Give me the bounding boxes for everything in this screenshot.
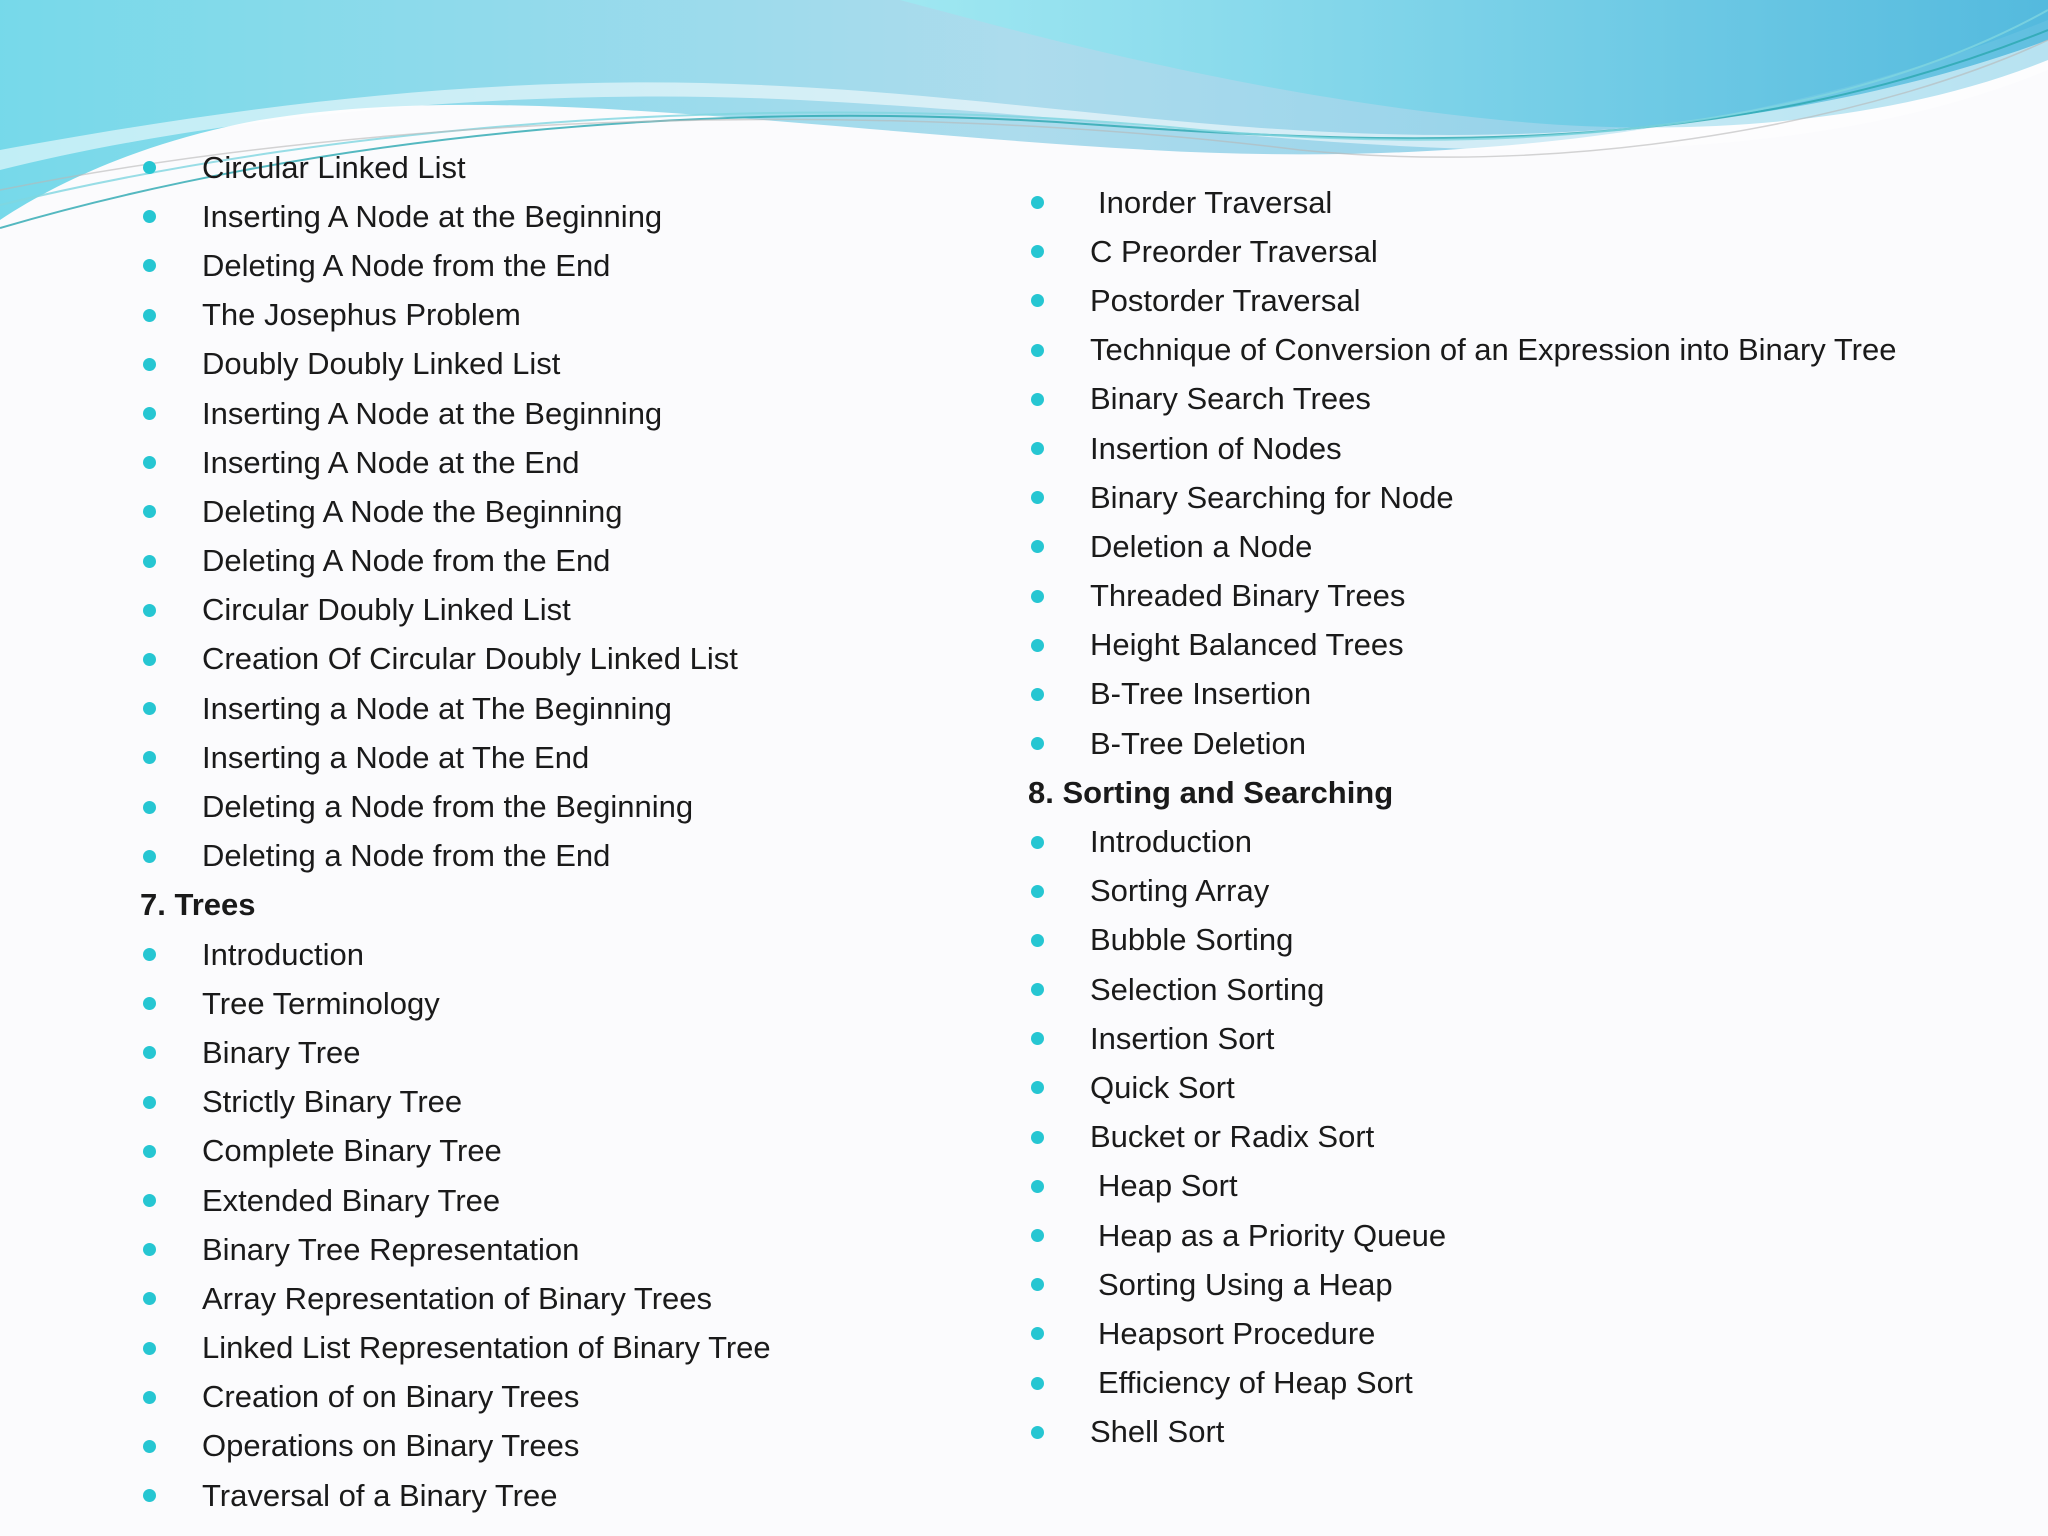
bullet-icon (143, 1489, 156, 1502)
list-item (1028, 473, 1896, 522)
bullet-icon (143, 407, 156, 420)
bullet-icon (1031, 1278, 1044, 1291)
bullet-icon (143, 1342, 156, 1355)
bullet-icon (1031, 983, 1044, 996)
list-item (1028, 1309, 1896, 1358)
bullet-icon (143, 1145, 156, 1158)
list-item (140, 1422, 771, 1471)
list-item (1028, 965, 1896, 1014)
list-item (1028, 227, 1896, 276)
list-item-label: Heap as a Priority Queue (1098, 1217, 1447, 1253)
list-item-label: Inserting A Node at the End (202, 444, 580, 480)
list-item-label: Bubble Sorting (1090, 922, 1294, 958)
list-item-label: Linked List Representation of Binary Tree (202, 1330, 771, 1366)
bullet-icon (143, 358, 156, 371)
list-item (1028, 621, 1896, 670)
list-item-label: Sorting Array (1090, 873, 1270, 909)
bullet-icon (143, 702, 156, 715)
list-item (1028, 867, 1896, 916)
list-item-label: Introduction (202, 936, 364, 972)
bullet-icon (1031, 1180, 1044, 1193)
list-item-label: Binary Tree (202, 1034, 361, 1070)
bullet-icon (143, 604, 156, 617)
list-item (140, 979, 771, 1028)
list-item-label: Binary Search Trees (1090, 381, 1371, 417)
bullet-icon (143, 1046, 156, 1059)
list-item-label: Creation Of Circular Doubly Linked List (202, 641, 738, 677)
bullet-icon (1031, 1032, 1044, 1045)
bullet-icon (1031, 540, 1044, 553)
list-item (140, 487, 771, 536)
left-topic-list (140, 143, 771, 1520)
list-item (1028, 817, 1896, 866)
list-item-label: Heap Sort (1098, 1168, 1238, 1204)
list-item-label: C Preorder Traversal (1090, 233, 1378, 269)
bullet-icon (1031, 885, 1044, 898)
list-item (140, 1373, 771, 1422)
bullet-icon (1031, 294, 1044, 307)
bullet-icon (143, 850, 156, 863)
bullet-icon (1031, 1377, 1044, 1390)
bullet-icon (143, 1440, 156, 1453)
bullet-icon (1031, 393, 1044, 406)
bullet-icon (143, 555, 156, 568)
list-item-label: Array Representation of Binary Trees (202, 1280, 713, 1316)
bullet-icon (1031, 344, 1044, 357)
list-item-label: Sorting Using a Heap (1098, 1266, 1393, 1302)
list-item (140, 1324, 771, 1373)
bullet-icon (1031, 1081, 1044, 1094)
bullet-icon (1031, 491, 1044, 504)
bullet-icon (1031, 836, 1044, 849)
list-item-label: Binary Tree Representation (202, 1231, 580, 1267)
list-item-label: Strictly Binary Tree (202, 1084, 463, 1120)
section-heading-label: 7. Trees (140, 887, 256, 923)
bullet-icon (1031, 934, 1044, 947)
bullet-icon (143, 1243, 156, 1256)
list-item (140, 586, 771, 635)
list-item (140, 684, 771, 733)
list-item-label: Inserting a Node at The End (202, 739, 590, 775)
list-item-label: Deletion a Node (1090, 528, 1313, 564)
list-item (140, 1471, 771, 1520)
list-item-label: Selection Sorting (1090, 971, 1325, 1007)
list-item (1028, 424, 1896, 473)
list-item-label: Deleting A Node from the End (202, 543, 611, 579)
list-item-label: Introduction (1090, 824, 1252, 860)
list-item (1028, 326, 1896, 375)
bullet-icon (143, 1194, 156, 1207)
right-topic-list (1028, 178, 1896, 1457)
list-item-label: Circular Linked List (202, 149, 466, 185)
list-item-label: Insertion of Nodes (1090, 430, 1342, 466)
list-item-label: Height Balanced Trees (1090, 627, 1404, 663)
list-item (1028, 1063, 1896, 1112)
list-item-label: Quick Sort (1090, 1069, 1235, 1105)
bullet-icon (1031, 590, 1044, 603)
list-item-label: Inserting A Node at the Beginning (202, 395, 663, 431)
list-item (140, 192, 771, 241)
list-item-label: Deleting a Node from the Beginning (202, 789, 694, 825)
list-item (140, 438, 771, 487)
bullet-icon (143, 997, 156, 1010)
list-item-label: Technique of Conversion of an Expression into Binary Tree (1090, 332, 1897, 368)
list-item (1028, 276, 1896, 325)
bullet-icon (1031, 1229, 1044, 1242)
list-item (140, 1225, 771, 1274)
list-item (140, 241, 771, 290)
bullet-icon (1031, 442, 1044, 455)
list-item (1028, 178, 1896, 227)
list-item-label: Doubly Doubly Linked List (202, 346, 561, 382)
list-item-label: Creation of on Binary Trees (202, 1379, 580, 1415)
list-item-label: Extended Binary Tree (202, 1182, 501, 1218)
list-item (1028, 522, 1896, 571)
list-item-label: Postorder Traversal (1090, 282, 1361, 318)
bullet-icon (143, 456, 156, 469)
list-item (1028, 1113, 1896, 1162)
list-item-label: Deleting A Node the Beginning (202, 493, 623, 529)
list-item (140, 537, 771, 586)
list-item (1028, 719, 1896, 768)
bullet-icon (143, 259, 156, 272)
bullet-icon (143, 309, 156, 322)
bullet-icon (143, 210, 156, 223)
list-item (140, 1274, 771, 1323)
list-item (1028, 1260, 1896, 1309)
bullet-icon (143, 801, 156, 814)
list-item-label: Inserting A Node at the Beginning (202, 198, 663, 234)
bullet-icon (143, 1391, 156, 1404)
bullet-icon (1031, 639, 1044, 652)
bullet-icon (1031, 1327, 1044, 1340)
section-heading (140, 881, 771, 930)
list-item (140, 1127, 771, 1176)
list-item (140, 832, 771, 881)
bullet-icon (143, 161, 156, 174)
list-item (1028, 1162, 1896, 1211)
list-item-label: Traversal of a Binary Tree (202, 1477, 558, 1513)
list-item (140, 389, 771, 438)
list-item (1028, 1359, 1896, 1408)
bullet-icon (1031, 737, 1044, 750)
list-item (1028, 1408, 1896, 1457)
list-item (1028, 670, 1896, 719)
bullet-icon (143, 948, 156, 961)
list-item-label: B-Tree Insertion (1090, 676, 1312, 712)
list-item (1028, 916, 1896, 965)
list-item (140, 1078, 771, 1127)
section-heading-label: 8. Sorting and Searching (1028, 774, 1394, 810)
list-item-label: Inorder Traversal (1098, 184, 1333, 220)
bullet-icon (143, 1096, 156, 1109)
list-item-label: Complete Binary Tree (202, 1133, 502, 1169)
list-item (140, 930, 771, 979)
bullet-icon (1031, 1131, 1044, 1144)
list-item (1028, 572, 1896, 621)
list-item (1028, 1014, 1896, 1063)
list-item-label: Bucket or Radix Sort (1090, 1119, 1375, 1155)
list-item-label: The Josephus Problem (202, 297, 521, 333)
bullet-icon (1031, 245, 1044, 258)
list-item (140, 733, 771, 782)
bullet-icon (1031, 1426, 1044, 1439)
list-item-label: Binary Searching for Node (1090, 479, 1454, 515)
bullet-icon (143, 1292, 156, 1305)
list-item (140, 782, 771, 831)
list-item (140, 143, 771, 192)
list-item-label: Insertion Sort (1090, 1020, 1275, 1056)
bullet-icon (143, 505, 156, 518)
list-item-label: Deleting a Node from the End (202, 838, 611, 874)
list-item-label: B-Tree Deletion (1090, 725, 1306, 761)
bullet-icon (1031, 688, 1044, 701)
bullet-icon (1031, 196, 1044, 209)
list-item-label: Heapsort Procedure (1098, 1315, 1376, 1351)
section-heading (1028, 768, 1896, 817)
list-item-label: Inserting a Node at The Beginning (202, 690, 672, 726)
list-item-label: Operations on Binary Trees (202, 1428, 580, 1464)
list-item-label: Threaded Binary Trees (1090, 578, 1406, 614)
list-item (140, 291, 771, 340)
list-item-label: Deleting A Node from the End (202, 247, 611, 283)
list-item (1028, 1211, 1896, 1260)
list-item-label: Circular Doubly Linked List (202, 592, 571, 628)
bullet-icon (143, 751, 156, 764)
list-item (140, 1028, 771, 1077)
list-item (140, 1176, 771, 1225)
bullet-icon (143, 653, 156, 666)
list-item (140, 635, 771, 684)
list-item-label: Shell Sort (1090, 1414, 1225, 1450)
list-item-label: Tree Terminology (202, 985, 440, 1021)
list-item (1028, 375, 1896, 424)
list-item-label: Efficiency of Heap Sort (1098, 1365, 1413, 1401)
list-item (140, 340, 771, 389)
